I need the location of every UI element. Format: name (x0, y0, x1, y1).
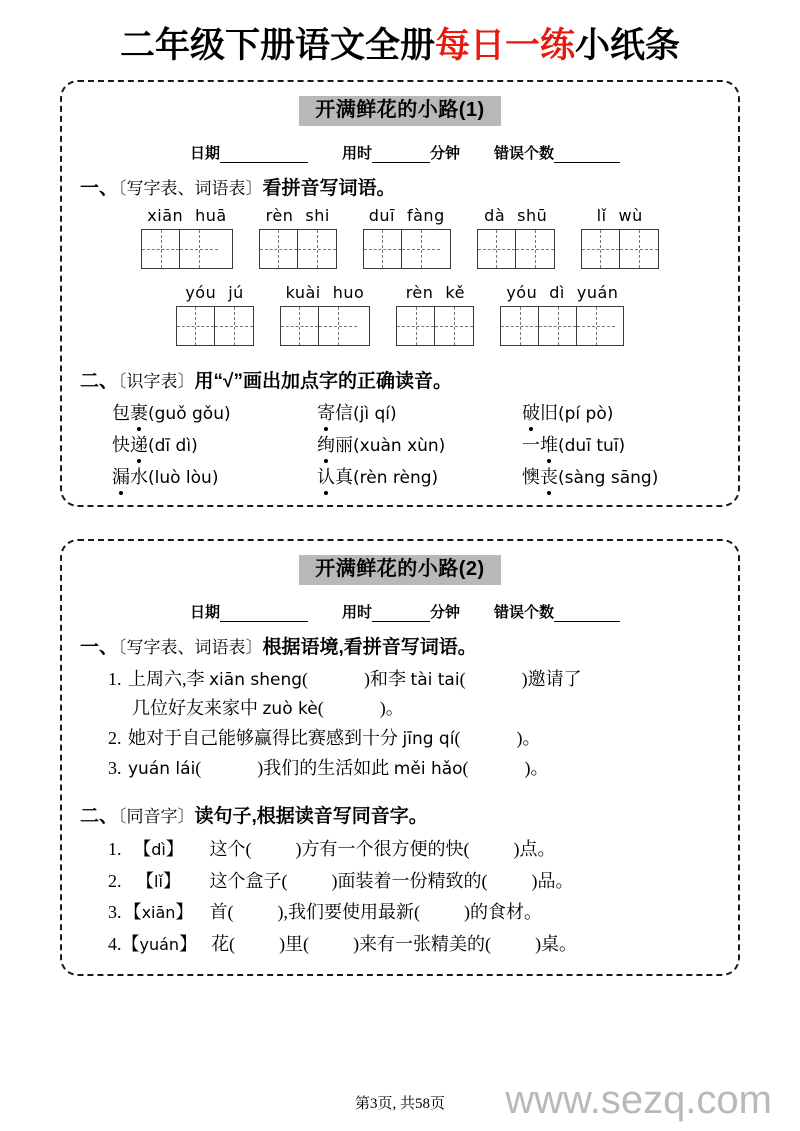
time-label: 用时 (341, 604, 372, 621)
sentence-text: )方有一个很方便的快( (295, 839, 470, 860)
card-2-banner-wrap (78, 555, 722, 585)
time-blank[interactable] (372, 147, 430, 163)
pinyin-choice-item[interactable] (522, 463, 658, 489)
sentence-text: 和李 (370, 668, 411, 689)
sentence-text: 这个盒子( (209, 870, 288, 891)
pinyin-choice-item[interactable] (317, 399, 522, 425)
sentence-text: )品。 (531, 870, 574, 891)
footer (0, 1092, 800, 1113)
homophone-item (78, 866, 722, 898)
page-title-after: 小纸条 (575, 26, 681, 65)
q-tag: 〔写字表、词语表〕 (118, 637, 263, 657)
pinyin-options[interactable]: (dī dì) (148, 435, 198, 456)
dotted-char: 丧 (540, 463, 558, 489)
tianzige-box-group[interactable] (280, 306, 371, 346)
tianzige-cell[interactable] (215, 307, 253, 345)
pinyin-label: kuài huo (285, 282, 365, 302)
tianzige-cell[interactable] (620, 230, 658, 268)
sentence-text: 。 (522, 727, 541, 748)
tianzige-cell[interactable] (577, 307, 615, 345)
pinyin-hint: zuò kè (262, 699, 318, 720)
page-title-before: 二年级下册语文全册 (119, 26, 435, 65)
sentence-text: )点。 (513, 839, 556, 860)
card-2-meta-row (78, 601, 722, 622)
homophone-sentence (210, 839, 556, 859)
card-1-question-2-heading (80, 366, 722, 393)
card-2-question-1-heading (80, 632, 722, 659)
errors-blank[interactable] (554, 606, 620, 622)
date-label: 日期 (189, 145, 220, 162)
tianzige-cell[interactable] (364, 230, 402, 268)
date-blank[interactable] (220, 606, 308, 622)
card-1-date-field[interactable] (190, 142, 308, 163)
word-char: 快 (112, 434, 130, 455)
dotted-char: 漏 (112, 463, 130, 489)
watermark: www.sezq.com (505, 1078, 772, 1122)
pinyin-bracket: 【dì】 (133, 839, 184, 860)
pinyin-options[interactable]: (rèn rèng) (353, 467, 439, 488)
sentence-text: 邀请了 (527, 668, 582, 689)
tianzige-cell[interactable] (319, 307, 357, 345)
pinyin-options[interactable]: (pí pò) (558, 403, 614, 424)
dotted-char: 认 (317, 463, 335, 489)
pinyin-word-block (259, 206, 337, 269)
item-number: 1. (108, 668, 126, 689)
q-text: 根据语境,看拼音写词语。 (262, 636, 477, 658)
q-text: 用“√”画出加点字的正确读音。 (194, 370, 452, 392)
item-number: 1. (108, 839, 122, 860)
pinyin-options[interactable]: (guǒ gǒu) (148, 403, 231, 424)
dotted-char: 绚 (317, 431, 335, 457)
pinyin-hint: yuán lái (128, 758, 196, 779)
dotted-char: 堆 (540, 431, 558, 457)
pinyin-options[interactable]: (duī tuī) (558, 435, 626, 456)
pinyin-grid-row-2 (78, 283, 722, 346)
word-char: 水 (130, 466, 148, 487)
pinyin-hint: lǐ (154, 871, 163, 891)
pinyin-hint: tài tai (410, 669, 460, 690)
date-blank[interactable] (220, 147, 308, 163)
word-char: 丽 (335, 434, 353, 455)
q-index: 一、 (80, 177, 119, 199)
q-text: 读句子,根据读音写同音字。 (194, 806, 428, 828)
pinyin-choice-item[interactable] (112, 463, 317, 489)
dotted-char: 裹 (130, 399, 148, 425)
pinyin-word-block (500, 283, 624, 346)
errors-blank[interactable] (554, 147, 620, 163)
word-char: 包 (112, 402, 130, 423)
sentence-text: ),我们要使用最新( (277, 902, 420, 923)
pinyin-options[interactable]: (xuàn xùn) (353, 435, 446, 456)
pinyin-bracket: 【xiān】 (123, 902, 194, 923)
sentence-text: 上周六,李 (128, 668, 209, 689)
tianzige-box-group[interactable] (259, 229, 337, 269)
answer-blank[interactable]: ( ) (454, 727, 523, 748)
pinyin-word-block (280, 283, 371, 346)
item-number: 2. (108, 870, 122, 891)
word-char: 旧 (540, 402, 558, 423)
word-char: 懊 (522, 466, 540, 487)
homophone-sentence (210, 902, 543, 922)
tianzige-cell[interactable] (539, 307, 577, 345)
errors-label: 错误个数 (494, 145, 555, 162)
date-label: 日期 (189, 604, 220, 621)
pinyin-choice-item[interactable] (522, 431, 625, 457)
tianzige-cell[interactable] (582, 230, 620, 268)
pinyin-options[interactable]: (luò lòu) (148, 467, 219, 488)
card-2-date-field[interactable] (190, 601, 308, 622)
tianzige-cell[interactable] (260, 230, 298, 268)
pinyin-label: duī fàng (368, 205, 445, 225)
dotted-char: 破 (522, 399, 540, 425)
pinyin-label: lǐ wù (596, 205, 643, 225)
item-number: 2. (108, 727, 126, 748)
dotted-char: 递 (130, 431, 148, 457)
tianzige-cell[interactable] (435, 307, 473, 345)
card-1-errors-field[interactable] (494, 142, 620, 163)
homophone-item-list (78, 834, 722, 960)
pinyin-word-block (581, 206, 659, 269)
pinyin-label: rèn shi (265, 205, 330, 225)
answer-blank[interactable]: ( ) (302, 668, 371, 689)
pinyin-label: yóu jú (185, 282, 244, 302)
answer-blank[interactable]: ( ) (462, 757, 531, 778)
answer-blank[interactable]: ( ) (195, 757, 264, 778)
card-1-title-banner: 开满鲜花的小路(1) (299, 96, 500, 126)
word-char: 真 (335, 466, 353, 487)
sentence-text: 我们的生活如此 (263, 757, 394, 778)
tianzige-cell[interactable] (397, 307, 435, 345)
pinyin-label: yóu dì yuán (506, 282, 619, 302)
sentence-text: 。 (530, 757, 549, 778)
pinyin-choice-item[interactable] (317, 463, 522, 489)
tianzige-box-group[interactable] (477, 229, 555, 269)
tianzige-box-group[interactable] (176, 306, 254, 346)
sentence-item (78, 724, 722, 754)
tianzige-box-group[interactable] (581, 229, 659, 269)
minutes-label: 分钟 (430, 604, 461, 621)
pinyin-hint: yuán (139, 934, 180, 954)
q-index: 一、 (80, 636, 119, 658)
q-tag: 〔识字表〕 (118, 371, 195, 391)
time-label: 用时 (341, 145, 372, 162)
card-1-meta-row (78, 142, 722, 163)
sentence-text: )里( (279, 933, 310, 954)
errors-label: 错误个数 (494, 604, 555, 621)
pinyin-options[interactable]: (sàng sāng) (558, 467, 659, 488)
sentence-item-list (78, 665, 722, 784)
tianzige-cell[interactable] (177, 307, 215, 345)
sentence-text: 她对于自己能够赢得比赛感到十分 (128, 727, 403, 748)
tianzige-cell[interactable] (281, 307, 319, 345)
sentence-text: )桌。 (535, 933, 578, 954)
worksheet-card-1 (60, 80, 740, 507)
pinyin-hint: dì (151, 840, 166, 860)
pinyin-bracket: 【lǐ】 (136, 870, 181, 891)
tianzige-cell[interactable] (142, 230, 180, 268)
q-text: 看拼音写词语。 (262, 177, 396, 199)
item-number: 4. (108, 933, 122, 954)
pinyin-word-block (176, 283, 254, 346)
sentence-text: )来有一张精美的( (353, 933, 492, 954)
tianzige-cell[interactable] (516, 230, 554, 268)
pinyin-choice-row (78, 399, 722, 425)
worksheet-card-2 (60, 539, 740, 977)
sentence-text: 首( (209, 902, 234, 923)
homophone-sentence (211, 934, 577, 954)
item-number: 3. (108, 902, 122, 923)
item-number: 3. (108, 757, 126, 778)
tianzige-cell[interactable] (501, 307, 539, 345)
sentence-text: 这个( (209, 839, 252, 860)
pinyin-options[interactable]: (jì qí) (353, 403, 397, 424)
card-2-question-2-heading (80, 801, 722, 828)
pinyin-word-block (141, 206, 232, 269)
pinyin-choice-item[interactable] (522, 399, 613, 425)
tianzige-box-group[interactable] (500, 306, 624, 346)
pinyin-choice-row (78, 431, 722, 457)
time-blank[interactable] (372, 606, 430, 622)
sentence-text: )面装着一份精致的( (331, 870, 488, 891)
sentence-item-continuation (78, 694, 722, 724)
sentence-item (78, 754, 722, 784)
minutes-label: 分钟 (430, 145, 461, 162)
tianzige-box-group[interactable] (396, 306, 474, 346)
tianzige-cell[interactable] (298, 230, 336, 268)
sentence-text: 。 (385, 698, 404, 719)
q-index: 二、 (80, 806, 119, 828)
homophone-sentence (210, 871, 574, 891)
page-title-highlight: 每日一练 (434, 26, 575, 65)
sentence-item (78, 665, 722, 695)
card-2-time-field[interactable] (342, 601, 460, 622)
tianzige-box-group[interactable] (363, 229, 451, 269)
dotted-char: 寄 (317, 399, 335, 425)
tianzige-cell[interactable] (478, 230, 516, 268)
card-1-time-field[interactable] (342, 142, 460, 163)
card-2-errors-field[interactable] (494, 601, 620, 622)
pinyin-hint: xiān (141, 903, 176, 923)
tianzige-box-group[interactable] (141, 229, 232, 269)
pinyin-hint: měi hǎo (393, 758, 463, 779)
pinyin-choice-item[interactable] (112, 431, 317, 457)
word-char: 信 (335, 402, 353, 423)
pinyin-choice-row (78, 463, 722, 489)
homophone-item (78, 897, 722, 929)
sentence-text: 花( (211, 933, 236, 954)
pinyin-bracket: 【yuán】 (121, 933, 198, 954)
pinyin-hint: jīng qí (402, 728, 455, 749)
pinyin-label: dà shū (484, 205, 548, 225)
pinyin-grid-row-1 (78, 206, 722, 269)
pinyin-hint: xiān sheng (209, 669, 303, 690)
card-1-banner-wrap (78, 96, 722, 126)
sentence-text: )的食材。 (464, 902, 542, 923)
pinyin-choice-list (78, 399, 722, 489)
pinyin-label: rèn kě (405, 282, 465, 302)
word-char: 一 (522, 434, 540, 455)
pinyin-choice-item[interactable] (317, 431, 522, 457)
tianzige-cell[interactable] (402, 230, 440, 268)
answer-blank[interactable]: ( ) (459, 668, 528, 689)
pinyin-word-block (477, 206, 555, 269)
q-tag: 〔同音字〕 (118, 807, 195, 827)
homophone-item (78, 929, 722, 961)
tianzige-cell[interactable] (180, 230, 218, 268)
pinyin-word-block (396, 283, 474, 346)
answer-blank[interactable]: ( ) (317, 698, 386, 719)
page-title (0, 0, 800, 66)
pinyin-choice-item[interactable] (112, 399, 317, 425)
pinyin-label: xiān huā (147, 205, 227, 225)
page-number-label: 第3页, 共58页 (354, 1096, 445, 1112)
q-tag: 〔写字表、词语表〕 (118, 178, 263, 198)
card-1-question-1-heading (80, 173, 722, 200)
q-index: 二、 (80, 370, 119, 392)
homophone-item (78, 834, 722, 866)
sentence-text: 几位好友来家中 (132, 698, 263, 719)
pinyin-word-block (363, 206, 451, 269)
card-2-title-banner: 开满鲜花的小路(2) (299, 555, 500, 585)
